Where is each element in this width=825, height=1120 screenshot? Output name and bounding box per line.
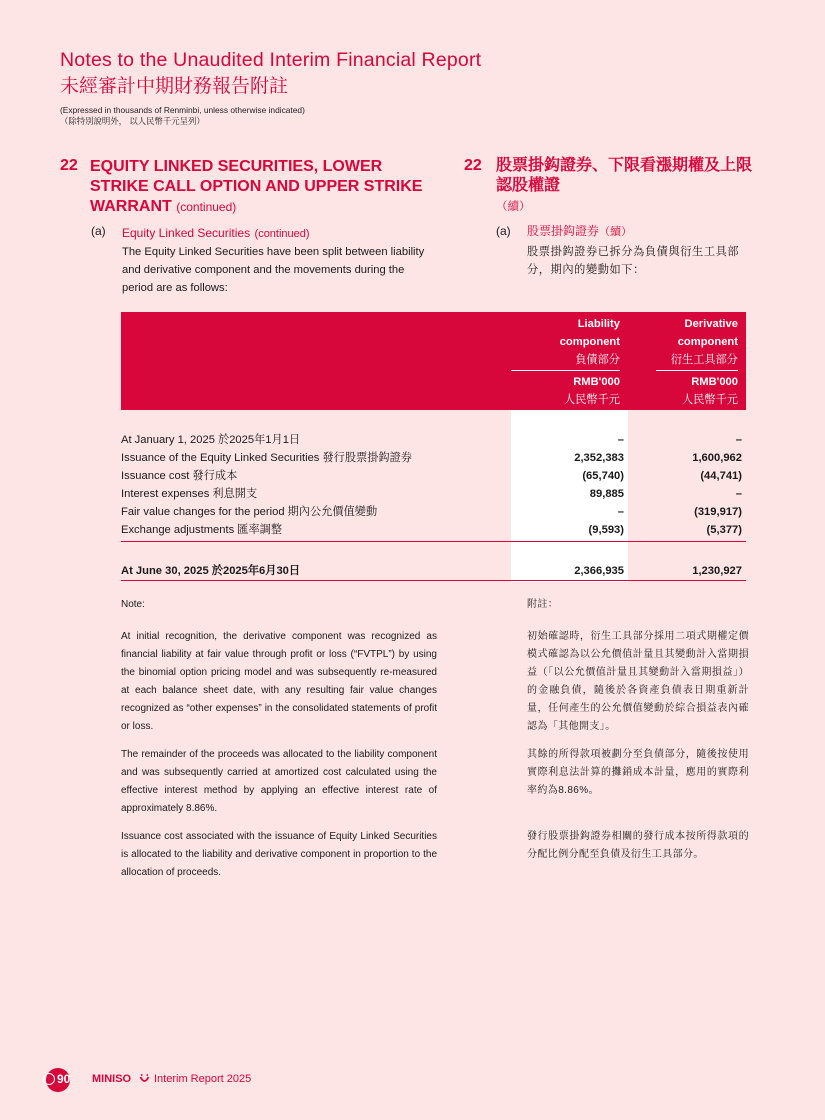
- col-liability-zh: 負債部分: [575, 354, 620, 366]
- note-p2-zh: 其餘的所得款項被劃分至負債部分，隨後按使用實際利息法計算的攤銷成本計量，應用的實際利率約為8.86%。: [527, 749, 749, 796]
- expressed-note: [60, 105, 305, 126]
- row-label: Exchange adjustments 匯率調整: [121, 524, 283, 536]
- smile-logo-icon: [139, 1074, 150, 1085]
- row-derivative: –: [735, 434, 742, 446]
- row-label: Interest expenses 利息開支: [121, 488, 258, 500]
- row-liability: 2,352,383: [574, 452, 624, 464]
- subsection-continued-en: (continued): [254, 228, 310, 240]
- page-title-en: Notes to the Unaudited Interim Financial Report: [60, 49, 482, 71]
- table-row: [121, 467, 746, 485]
- subsection-title-en: [122, 224, 310, 242]
- col-liability-line1: Liability: [577, 318, 620, 330]
- report-name: Interim Report 2025: [154, 1073, 252, 1085]
- col-liability-divider: [511, 370, 620, 371]
- col-liability-unit-en: RMB'000: [573, 376, 620, 388]
- section-number-zh: 22: [464, 157, 482, 174]
- row-liability: –: [617, 506, 624, 518]
- col-derivative-divider: [656, 370, 738, 371]
- row-liability: (9,593): [588, 524, 624, 536]
- section-title-en: [90, 157, 430, 217]
- row-derivative: (319,917): [694, 506, 742, 518]
- total-liability: 2,366,935: [574, 565, 624, 577]
- subsection-continued-zh: （續）: [599, 226, 633, 238]
- note-p3-zh: 發行股票掛鈎證券相關的發行成本按所得款項的分配比例分配至負債及衍生工具部分。: [527, 831, 749, 860]
- note-p1-en: At initial recognition, the derivative component was recognized as financial liability at fair value through profit or loss (“FVTPL”) by using the binomial option pricing model and was subsequently re-measured at each balance sheet date, with any resulting fair value changes recognized as “other expenses” in the consolidated statements of profit or loss.: [121, 631, 437, 732]
- table-row: [121, 485, 746, 503]
- expressed-note-en: (Expressed in thousands of Renminbi, unless otherwise indicated): [60, 105, 305, 115]
- note-p1-zh: 初始確認時，衍生工具部分採用二項式期權定價模式確認為以公允價值計量且其變動計入當期損益（「以公允價值計量且其變動計入當期損益」）的金融負債，隨後於各資產負債表日期重新計量，任何產生的公允價值變動於綜合損益表內確認為「其他開支」。: [527, 631, 749, 732]
- row-label: Issuance of the Equity Linked Securities 發行股票掛鈎證券: [121, 452, 412, 464]
- page-title-zh: 未經審計中期財務報告附註: [60, 76, 289, 97]
- row-label: At January 1, 2025 於2025年1月1日: [121, 434, 301, 446]
- section-title-zh: 股票掛鈎證券、下限看漲期權及上限認股權證: [496, 157, 753, 194]
- note-heading-zh: 附註：: [527, 599, 559, 610]
- row-label: Issuance cost 發行成本: [121, 470, 238, 482]
- row-derivative: (5,377): [706, 524, 742, 536]
- col-derivative-line2: component: [677, 336, 738, 348]
- table-row: [121, 503, 746, 521]
- page-ring-icon: [43, 1073, 55, 1085]
- col-derivative-zh: 衍生工具部分: [670, 354, 738, 366]
- row-derivative: –: [735, 488, 742, 500]
- total-rule: [121, 580, 746, 581]
- subsection-title-zh: [527, 222, 632, 240]
- row-derivative: 1,600,962: [692, 452, 742, 464]
- col-liability-line2: component: [559, 336, 620, 348]
- row-liability: 89,885: [589, 488, 624, 500]
- col-derivative-header: [629, 315, 738, 369]
- subsection-label-zh: (a): [496, 224, 511, 238]
- section-title-en-text: EQUITY LINKED SECURITIES, LOWER STRIKE CALL OPTION AND UPPER STRIKE WARRANT: [90, 158, 423, 215]
- col-liability-unit: [511, 373, 620, 409]
- total-derivative: 1,230,927: [692, 565, 742, 577]
- subsection-title-en-text: Equity Linked Securities: [122, 226, 251, 240]
- col-derivative-line1: Derivative: [684, 318, 738, 330]
- total-label: At June 30, 2025 於2025年6月30日: [121, 565, 301, 577]
- section-continued-en: (continued): [176, 200, 237, 214]
- col-liability-header: [511, 315, 620, 369]
- subsection-title-zh-text: 股票掛鈎證券: [527, 224, 600, 238]
- table-header: [121, 312, 746, 410]
- col-derivative-unit-zh: 人民幣千元: [682, 394, 738, 406]
- note-p3-en: Issuance cost associated with the issuance of Equity Linked Securities is allocated to the liability and derivative component in proportion to the allocation of proceeds.: [121, 831, 437, 878]
- row-liability: –: [617, 434, 624, 446]
- table-row: [121, 431, 746, 449]
- subsection-body-zh: 股票掛鈎證券已拆分為負債與衍生工具部分，期內的變動如下：: [527, 246, 740, 276]
- row-derivative: (44,741): [700, 470, 742, 482]
- subsection-label-en: (a): [91, 224, 106, 238]
- row-label: Fair value changes for the period 期內公允價值變動: [121, 506, 378, 518]
- note-p2-en: The remainder of the proceeds was allocated to the liability component and was subsequently carried at amortized cost calculated using the effective interest method by applying an effective interest rate of approximately 8.86%.: [121, 749, 437, 814]
- table-row: [121, 449, 746, 467]
- col-derivative-unit: [629, 373, 738, 409]
- page-number: 90: [57, 1072, 71, 1086]
- table-total-row: [121, 562, 746, 580]
- col-derivative-unit-en: RMB'000: [691, 376, 738, 388]
- row-liability: (65,740): [582, 470, 624, 482]
- expressed-note-zh: （除特別說明外， 以人民幣千元呈列）: [60, 115, 205, 126]
- col-liability-unit-zh: 人民幣千元: [564, 394, 620, 406]
- section-number-en: 22: [60, 157, 78, 174]
- brand-logo: MINISO: [92, 1073, 132, 1085]
- table-row: [121, 521, 746, 539]
- subsection-body-en: The Equity Linked Securities have been split between liability and derivative component and the movements during the period are as follows:: [122, 246, 425, 294]
- note-heading-en: Note:: [121, 599, 145, 610]
- section-continued-zh: （續）: [496, 201, 531, 213]
- subtotal-rule: [121, 541, 746, 542]
